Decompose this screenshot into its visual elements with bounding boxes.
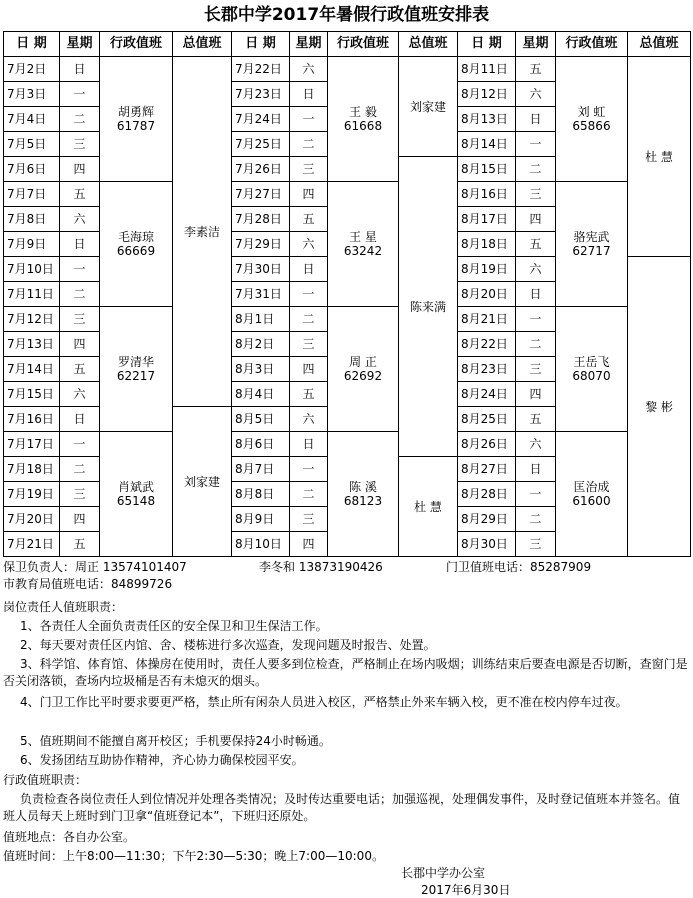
chief-duty-cell: 刘家建 — [173, 407, 232, 557]
date-cell: 8月3日 — [232, 357, 290, 382]
table-row — [4, 432, 691, 457]
weekday-cell: 一 — [290, 107, 328, 132]
date-cell: 8月2日 — [232, 332, 290, 357]
column-header: 星期 — [516, 32, 556, 57]
admin-duty-cell — [100, 57, 173, 182]
admin-duty-cell — [556, 57, 628, 182]
admin-duty-name: 肖斌武 — [117, 480, 154, 494]
weekday-cell: 四 — [60, 332, 100, 357]
weekday-cell: 三 — [60, 482, 100, 507]
admin-duty-name: 王 星 — [349, 230, 377, 244]
date-cell: 8月30日 — [458, 532, 516, 557]
weekday-cell: 日 — [516, 282, 556, 307]
date-cell: 8月20日 — [458, 282, 516, 307]
date-cell: 8月12日 — [458, 82, 516, 107]
info-section — [3, 558, 691, 897]
date-cell: 8月16日 — [458, 182, 516, 207]
column-header: 行政值班 — [328, 32, 399, 57]
admin-duty-extension: 61787 — [116, 119, 156, 133]
chief-duty-cell: 刘家建 — [399, 57, 458, 157]
weekday-cell: 日 — [60, 57, 100, 82]
date-cell: 8月10日 — [232, 532, 290, 557]
column-header: 总值班 — [399, 32, 458, 57]
weekday-cell: 四 — [60, 157, 100, 182]
post-duty-item: 1、各责任人全面负责责任区的安全保卫和卫生保洁工作。 — [20, 619, 328, 633]
admin-duty-cell — [100, 182, 173, 307]
admin-duty-name: 陈 溪 — [349, 480, 377, 494]
date-cell: 7月9日 — [4, 232, 60, 257]
admin-duty-cell — [328, 57, 399, 182]
date-cell: 7月23日 — [232, 82, 290, 107]
date-cell: 8月11日 — [458, 57, 516, 82]
weekday-cell: 日 — [516, 457, 556, 482]
date-cell: 7月20日 — [4, 507, 60, 532]
date-cell: 7月29日 — [232, 232, 290, 257]
weekday-cell: 三 — [516, 357, 556, 382]
weekday-cell: 一 — [516, 132, 556, 157]
bureau-phone: 市教育局值班电话：84899726 — [3, 577, 173, 591]
gate-phone: 门卫值班电话：85287909 — [446, 560, 592, 574]
duty-table — [3, 31, 691, 557]
column-header: 日 期 — [4, 32, 60, 57]
date-cell: 8月25日 — [458, 407, 516, 432]
admin-duty-extension: 62717 — [572, 244, 611, 258]
weekday-cell: 六 — [290, 407, 328, 432]
weekday-cell: 四 — [290, 357, 328, 382]
date-cell: 7月3日 — [4, 82, 60, 107]
weekday-cell: 二 — [60, 107, 100, 132]
weekday-cell: 六 — [60, 207, 100, 232]
date-cell: 7月26日 — [232, 157, 290, 182]
date-cell: 8月15日 — [458, 157, 516, 182]
header-row — [4, 32, 691, 57]
admin-duty-cell — [328, 307, 399, 432]
date-cell: 8月27日 — [458, 457, 516, 482]
admin-duty-extension: 68070 — [572, 369, 611, 383]
date-cell: 8月4日 — [232, 382, 290, 407]
weekday-cell: 一 — [60, 82, 100, 107]
weekday-cell: 六 — [290, 232, 328, 257]
date-cell: 7月15日 — [4, 382, 60, 407]
weekday-cell: 五 — [516, 232, 556, 257]
weekday-cell: 二 — [516, 332, 556, 357]
weekday-cell: 一 — [290, 282, 328, 307]
column-header: 星期 — [290, 32, 328, 57]
admin-duty-name: 骆宪武 — [573, 230, 610, 244]
date-cell: 7月19日 — [4, 482, 60, 507]
admin-duties-text: 负责检查各岗位责任人到位情况并处理各类情况；及时传达重要电话；加强巡视，处理偶发事件，及时登记值班本并签名。值班人员每天上班时到门卫拿“值班登记本”，下班归还原处。 — [3, 792, 681, 823]
date-cell: 8月6日 — [232, 432, 290, 457]
admin-duty-extension: 61600 — [572, 494, 611, 508]
admin-duty-extension: 63242 — [343, 244, 383, 258]
date-cell: 7月6日 — [4, 157, 60, 182]
post-duty-item: 6、发扬团结互助协作精神，齐心协力确保校园平安。 — [20, 753, 304, 767]
footer-org: 长郡中学办公室 — [401, 866, 486, 880]
post-duty-item: 3、科学馆、体育馆、体操房在使用时，责任人要多到位检查，严格制止在场内吸烟；训练结束后要查电源是否切断，查窗门是否关闭落锁，查场内垃圾桶是否有未熄灭的烟头。 — [3, 657, 688, 688]
date-cell: 7月12日 — [4, 307, 60, 332]
weekday-cell: 二 — [290, 307, 328, 332]
admin-duty-name: 周 正 — [349, 355, 377, 369]
column-header: 行政值班 — [556, 32, 628, 57]
admin-duty-extension: 62692 — [343, 369, 383, 383]
date-cell: 8月19日 — [458, 257, 516, 282]
date-cell: 8月7日 — [232, 457, 290, 482]
date-cell: 8月1日 — [232, 307, 290, 332]
weekday-cell: 三 — [60, 307, 100, 332]
post-duty-item: 4、门卫工作比平时要求要更严格，禁止所有闲杂人员进入校区，严格禁止外来车辆入校，更不准在校内停车过夜。 — [20, 695, 628, 709]
weekday-cell: 日 — [516, 107, 556, 132]
admin-duty-name: 匡治成 — [573, 480, 610, 494]
weekday-cell: 五 — [60, 532, 100, 557]
weekday-cell: 三 — [516, 182, 556, 207]
date-cell: 7月28日 — [232, 207, 290, 232]
date-cell: 7月17日 — [4, 432, 60, 457]
date-cell: 8月18日 — [458, 232, 516, 257]
column-header: 总值班 — [628, 32, 691, 57]
column-header: 星期 — [60, 32, 100, 57]
weekday-cell: 四 — [290, 182, 328, 207]
date-cell: 8月21日 — [458, 307, 516, 332]
weekday-cell: 六 — [516, 82, 556, 107]
weekday-cell: 一 — [516, 482, 556, 507]
table-row — [4, 182, 691, 207]
weekday-cell: 三 — [290, 507, 328, 532]
duty-time: 值班时间：上午8:00—11:30；下午2:30—5:30；晚上7:00—10:00。 — [3, 849, 384, 863]
weekday-cell: 五 — [290, 382, 328, 407]
admin-duty-name: 罗清华 — [117, 355, 154, 369]
admin-duty-extension: 61668 — [343, 119, 383, 133]
weekday-cell: 一 — [516, 307, 556, 332]
date-cell: 8月26日 — [458, 432, 516, 457]
column-header: 日 期 — [232, 32, 290, 57]
date-cell: 8月24日 — [458, 382, 516, 407]
weekday-cell: 四 — [60, 507, 100, 532]
admin-duty-name: 胡勇辉 — [117, 105, 154, 119]
admin-duty-name: 王岳飞 — [573, 355, 610, 369]
weekday-cell: 二 — [290, 482, 328, 507]
weekday-cell: 二 — [290, 132, 328, 157]
date-cell: 7月4日 — [4, 107, 60, 132]
weekday-cell: 二 — [516, 507, 556, 532]
date-cell: 7月18日 — [4, 457, 60, 482]
date-cell: 8月22日 — [458, 332, 516, 357]
footer-date: 2017年6月30日 — [421, 883, 511, 897]
date-cell: 7月21日 — [4, 532, 60, 557]
date-cell: 7月5日 — [4, 132, 60, 157]
date-cell: 7月30日 — [232, 257, 290, 282]
weekday-cell: 五 — [60, 182, 100, 207]
weekday-cell: 二 — [516, 157, 556, 182]
duty-table-body — [4, 32, 691, 557]
date-cell: 7月2日 — [4, 57, 60, 82]
date-cell: 8月14日 — [458, 132, 516, 157]
weekday-cell: 六 — [516, 257, 556, 282]
weekday-cell: 四 — [516, 207, 556, 232]
chief-duty-cell: 李素洁 — [173, 57, 232, 407]
admin-duties-title: 行政值班职责： — [3, 773, 88, 787]
weekday-cell: 三 — [60, 132, 100, 157]
date-cell: 7月24日 — [232, 107, 290, 132]
date-cell: 7月10日 — [4, 257, 60, 282]
admin-duty-name: 刘 虹 — [577, 105, 606, 119]
weekday-cell: 五 — [60, 357, 100, 382]
weekday-cell: 日 — [290, 82, 328, 107]
chief-duty-cell: 陈来满 — [399, 157, 458, 457]
chief-duty-cell: 黎 彬 — [628, 257, 691, 557]
weekday-cell: 一 — [60, 432, 100, 457]
weekday-cell: 五 — [516, 407, 556, 432]
admin-duty-extension: 68123 — [343, 494, 383, 508]
date-cell: 8月8日 — [232, 482, 290, 507]
weekday-cell: 六 — [290, 57, 328, 82]
admin-duty-cell — [556, 432, 628, 557]
chief-duty-cell: 杜 慧 — [628, 57, 691, 257]
chief-duty-cell: 杜 慧 — [399, 457, 458, 557]
weekday-cell: 日 — [290, 432, 328, 457]
admin-duty-name: 毛海琼 — [117, 230, 154, 244]
weekday-cell: 五 — [290, 207, 328, 232]
weekday-cell: 六 — [516, 432, 556, 457]
security-lead-2: 李冬和 13873190426 — [259, 560, 383, 574]
post-duty-item: 5、值班期间不能擅自离开校区；手机要保持24小时畅通。 — [20, 734, 331, 748]
date-cell: 7月8日 — [4, 207, 60, 232]
post-duty-item: 2、每天要对责任区内馆、舍、楼栋进行多次巡查，发现问题及时报告、处置。 — [20, 638, 436, 652]
admin-duty-cell — [556, 182, 628, 307]
post-duties-title: 岗位责任人值班职责： — [3, 600, 124, 614]
table-row — [4, 57, 691, 82]
date-cell: 7月13日 — [4, 332, 60, 357]
weekday-cell: 二 — [60, 457, 100, 482]
weekday-cell: 一 — [60, 257, 100, 282]
date-cell: 8月29日 — [458, 507, 516, 532]
admin-duty-cell — [100, 307, 173, 432]
column-header: 行政值班 — [100, 32, 173, 57]
date-cell: 8月13日 — [458, 107, 516, 132]
weekday-cell: 日 — [290, 257, 328, 282]
date-cell: 8月9日 — [232, 507, 290, 532]
admin-duty-extension: 65866 — [572, 119, 611, 133]
date-cell: 8月28日 — [458, 482, 516, 507]
weekday-cell: 六 — [60, 382, 100, 407]
weekday-cell: 三 — [516, 532, 556, 557]
table-row — [4, 307, 691, 332]
weekday-cell: 四 — [290, 532, 328, 557]
weekday-cell: 四 — [516, 382, 556, 407]
admin-duty-name: 王 毅 — [349, 105, 377, 119]
date-cell: 8月17日 — [458, 207, 516, 232]
date-cell: 7月31日 — [232, 282, 290, 307]
date-cell: 7月27日 — [232, 182, 290, 207]
admin-duty-cell — [328, 182, 399, 307]
duty-location: 值班地点：各自办公室。 — [3, 830, 136, 844]
admin-duty-cell — [328, 432, 399, 557]
admin-duty-cell — [100, 432, 173, 557]
date-cell: 7月7日 — [4, 182, 60, 207]
weekday-cell: 三 — [290, 157, 328, 182]
weekday-cell: 五 — [516, 57, 556, 82]
date-cell: 7月25日 — [232, 132, 290, 157]
date-cell: 8月23日 — [458, 357, 516, 382]
weekday-cell: 二 — [60, 282, 100, 307]
weekday-cell: 日 — [60, 232, 100, 257]
admin-duty-extension: 65148 — [116, 494, 156, 508]
column-header: 日 期 — [458, 32, 516, 57]
weekday-cell: 三 — [290, 332, 328, 357]
security-lead: 保卫负责人：周正 13574101407 — [3, 560, 187, 574]
admin-duty-cell — [556, 307, 628, 432]
sheet-title: 长郡中学2017年暑假行政值班安排表 — [203, 5, 490, 25]
admin-duty-extension: 66669 — [116, 244, 156, 258]
weekday-cell: 一 — [290, 457, 328, 482]
admin-duty-extension: 62217 — [116, 369, 156, 383]
date-cell: 7月16日 — [4, 407, 60, 432]
date-cell: 8月5日 — [232, 407, 290, 432]
weekday-cell: 日 — [60, 407, 100, 432]
date-cell: 7月22日 — [232, 57, 290, 82]
date-cell: 7月11日 — [4, 282, 60, 307]
column-header: 总值班 — [173, 32, 232, 57]
date-cell: 7月14日 — [4, 357, 60, 382]
